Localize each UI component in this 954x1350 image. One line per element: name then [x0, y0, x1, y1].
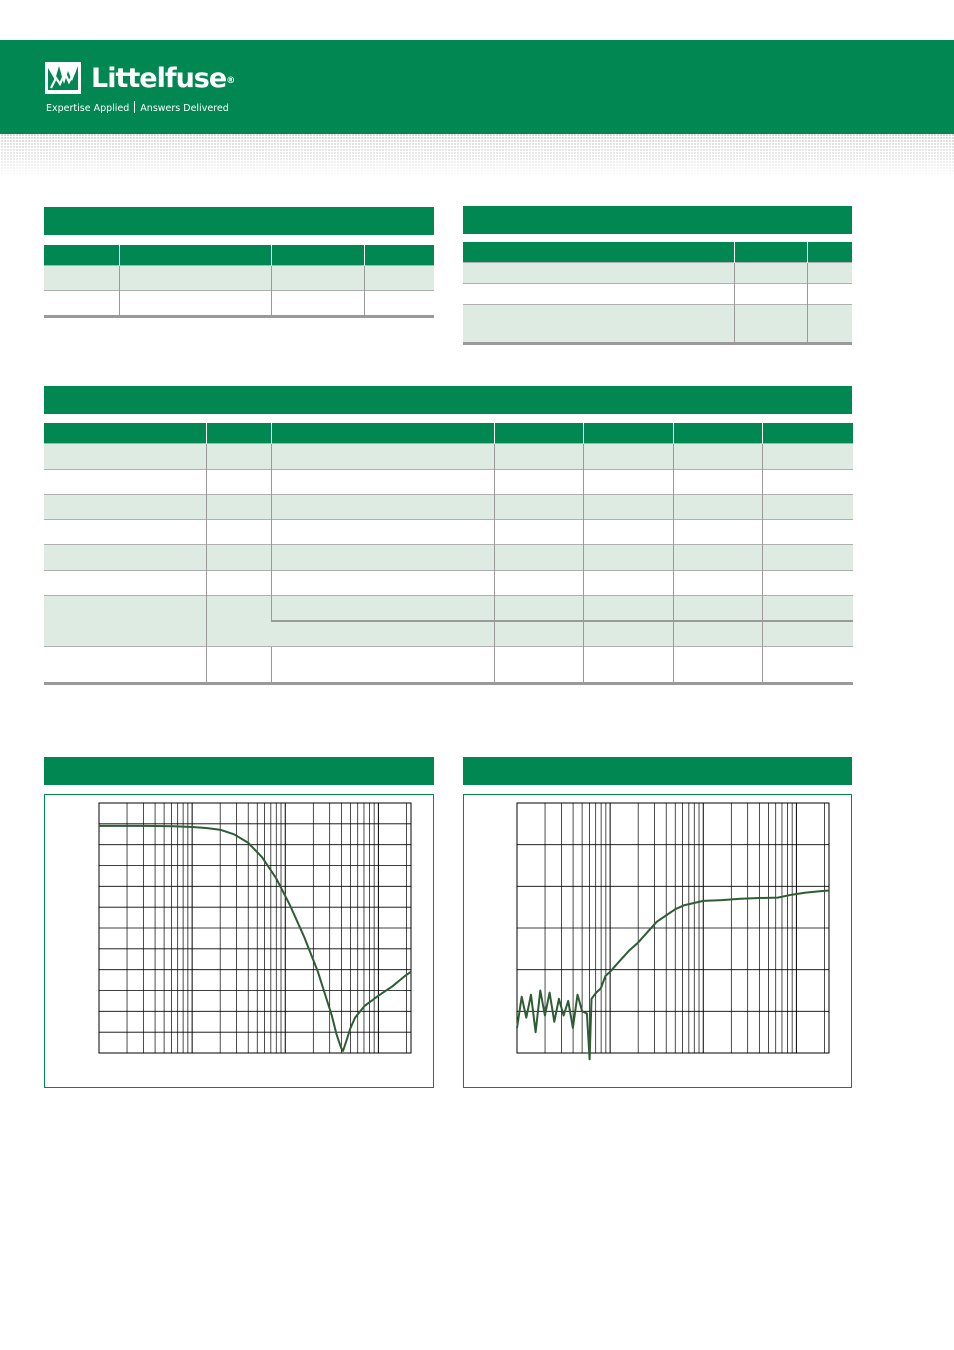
table-row — [44, 443, 853, 469]
spec-table-right — [463, 242, 852, 345]
table-row — [463, 304, 852, 343]
column-header — [762, 423, 853, 443]
table-row — [44, 519, 853, 544]
tagline — [46, 101, 229, 115]
table-header-row — [463, 242, 852, 262]
table-row — [44, 290, 434, 316]
column-header — [364, 245, 434, 265]
column-header — [271, 245, 364, 265]
section-banner-right — [463, 206, 852, 234]
column-header — [463, 242, 734, 262]
tagline-right: Answers Delivered — [140, 103, 229, 114]
table-row — [44, 570, 853, 595]
table-row — [44, 494, 853, 519]
column-header — [734, 242, 807, 262]
littelfuse-logo-icon — [45, 62, 81, 94]
chart-panel-right — [463, 794, 852, 1088]
section-banner-main — [44, 386, 852, 414]
table-row — [44, 265, 434, 290]
column-header — [44, 423, 206, 443]
header-band — [0, 40, 954, 134]
column-header — [494, 423, 583, 443]
dot-pattern-band — [0, 134, 954, 178]
registered-mark: ® — [226, 76, 235, 86]
column-header — [119, 245, 271, 265]
column-header — [206, 423, 271, 443]
column-header — [271, 423, 494, 443]
chart-banner-right — [463, 757, 852, 785]
chart-right — [464, 795, 851, 1087]
tagline-left: Expertise Applied — [46, 103, 130, 114]
table-row — [44, 544, 853, 570]
table-row — [463, 262, 852, 283]
spec-table-left — [44, 245, 434, 318]
table-row — [44, 469, 853, 494]
column-header — [583, 423, 673, 443]
table-row — [463, 283, 852, 304]
column-header — [44, 245, 119, 265]
chart-left — [45, 795, 433, 1087]
brand-name: Littelfuse® — [91, 63, 235, 94]
table-row — [44, 646, 853, 683]
chart-banner-left — [44, 757, 434, 785]
table-row — [44, 595, 853, 621]
tagline-separator — [134, 101, 135, 113]
spec-table-main — [44, 423, 853, 685]
column-header — [673, 423, 762, 443]
table-header-row — [44, 423, 853, 443]
chart-panel-left — [44, 794, 434, 1088]
table-header-row — [44, 245, 434, 265]
column-header — [807, 242, 852, 262]
section-banner-left — [44, 207, 434, 235]
